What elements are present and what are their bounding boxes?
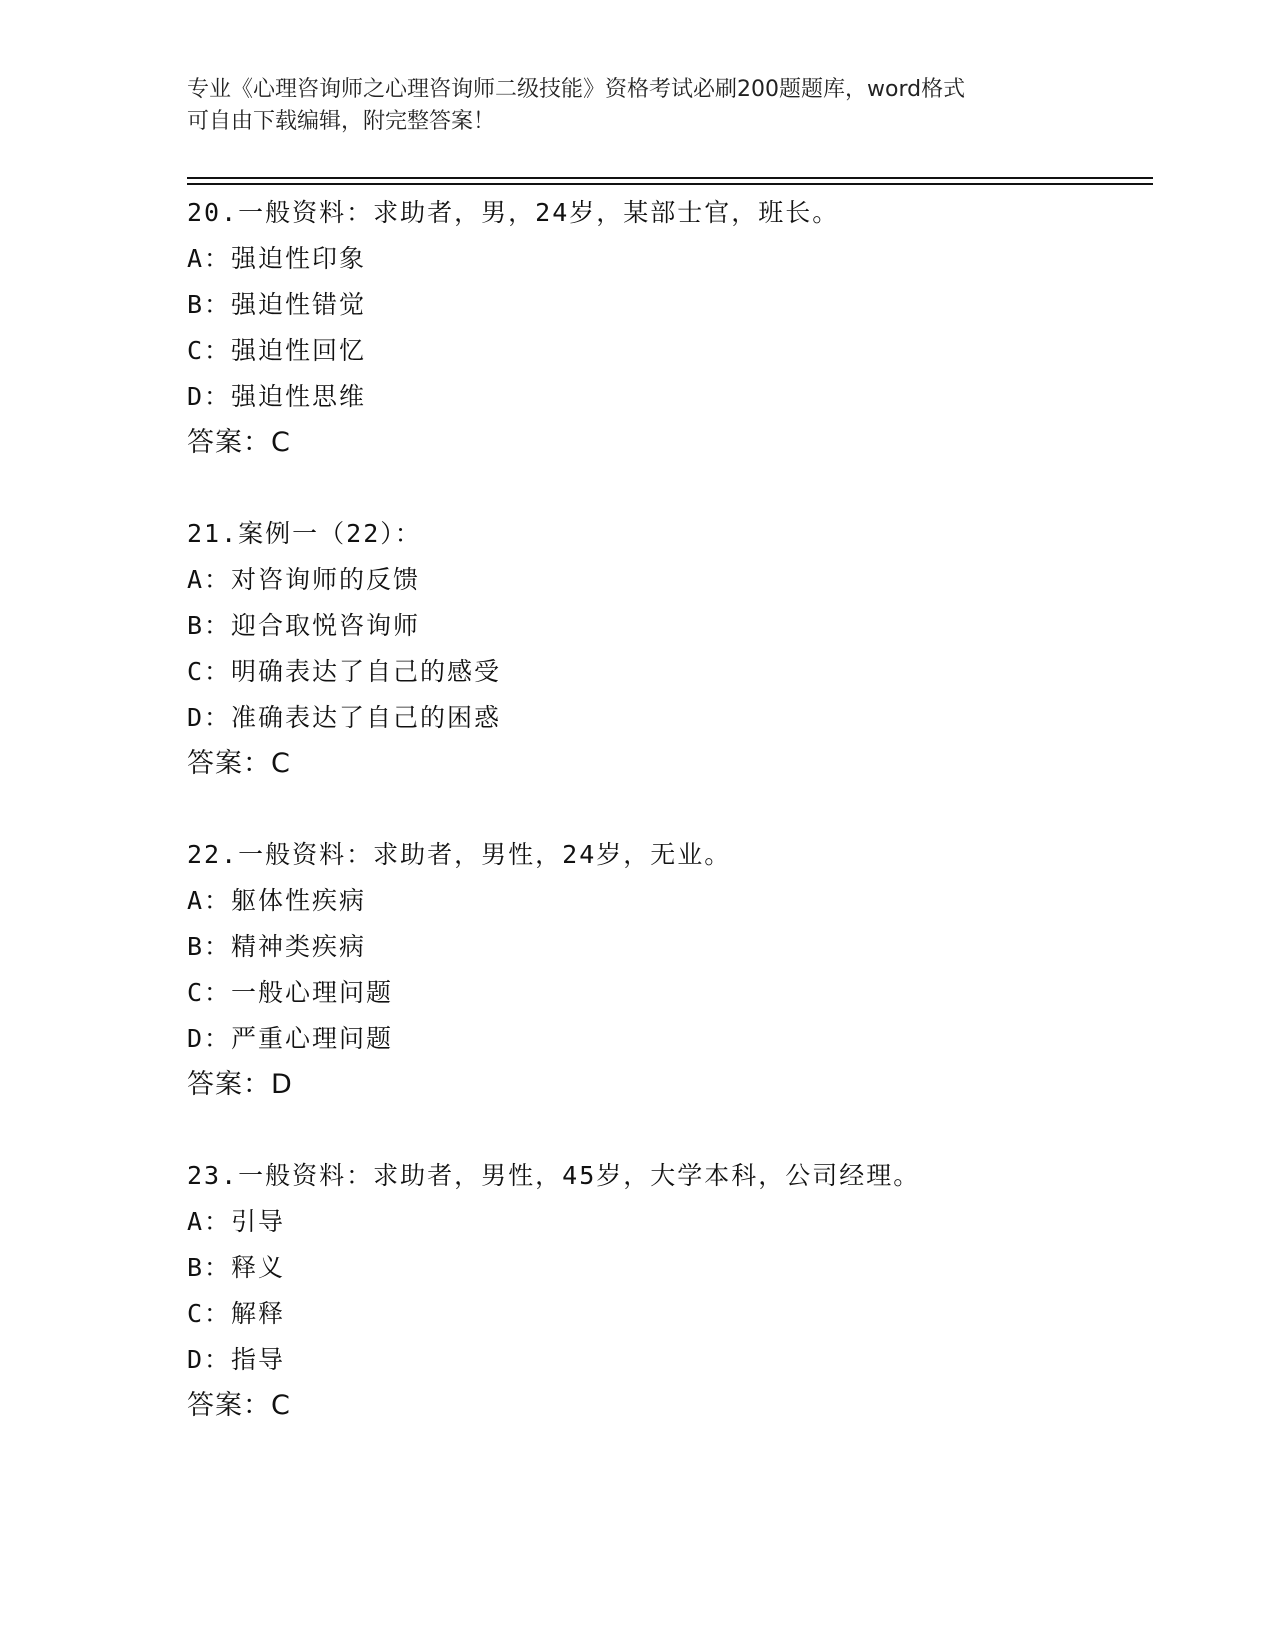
option-b: B：迎合取悦咨询师 <box>187 611 421 640</box>
option-b: B：精神类疾病 <box>187 932 367 961</box>
question-20 <box>187 190 1187 466</box>
option-b: B：强迫性错觉 <box>187 290 367 319</box>
option-d: D：准确表达了自己的困惑 <box>187 703 502 732</box>
option-a: A：引导 <box>187 1207 286 1236</box>
option-a: A：强迫性印象 <box>187 244 367 273</box>
question-title: 20.一般资料：求助者，男，24岁，某部士官，班长。 <box>187 198 840 227</box>
question-23 <box>187 1153 1187 1429</box>
header-divider-bottom <box>187 183 1153 185</box>
answer: 答案：C <box>187 748 291 779</box>
question-list <box>187 190 1187 1429</box>
document-header <box>187 74 1087 138</box>
option-c: C：强迫性回忆 <box>187 336 367 365</box>
option-b: B：释义 <box>187 1253 286 1282</box>
header-divider-top <box>187 177 1153 179</box>
option-c: C：解释 <box>187 1299 286 1328</box>
question-spacer <box>187 787 1187 832</box>
question-22 <box>187 832 1187 1108</box>
answer: 答案：C <box>187 427 291 458</box>
answer: 答案：D <box>187 1069 293 1100</box>
header-title-line-2: 可自由下载编辑，附完整答案！ <box>187 109 496 134</box>
question-spacer <box>187 1108 1187 1153</box>
option-c: C：明确表达了自己的感受 <box>187 657 502 686</box>
answer: 答案：C <box>187 1390 291 1421</box>
option-d: D：指导 <box>187 1345 286 1374</box>
question-spacer <box>187 466 1187 511</box>
question-title: 22.一般资料：求助者，男性，24岁，无业。 <box>187 840 732 869</box>
option-d: D：严重心理问题 <box>187 1024 394 1053</box>
option-c: C：一般心理问题 <box>187 978 394 1007</box>
question-21 <box>187 511 1187 787</box>
question-title: 21.案例一（22）： <box>187 519 422 548</box>
question-title: 23.一般资料：求助者，男性，45岁，大学本科，公司经理。 <box>187 1161 921 1190</box>
option-a: A：对咨询师的反馈 <box>187 565 421 594</box>
option-d: D：强迫性思维 <box>187 382 367 411</box>
header-title-line-1: 专业《心理咨询师之心理咨询师二级技能》资格考试必刷200题题库，word格式 <box>187 77 966 102</box>
option-a: A：躯体性疾病 <box>187 886 367 915</box>
